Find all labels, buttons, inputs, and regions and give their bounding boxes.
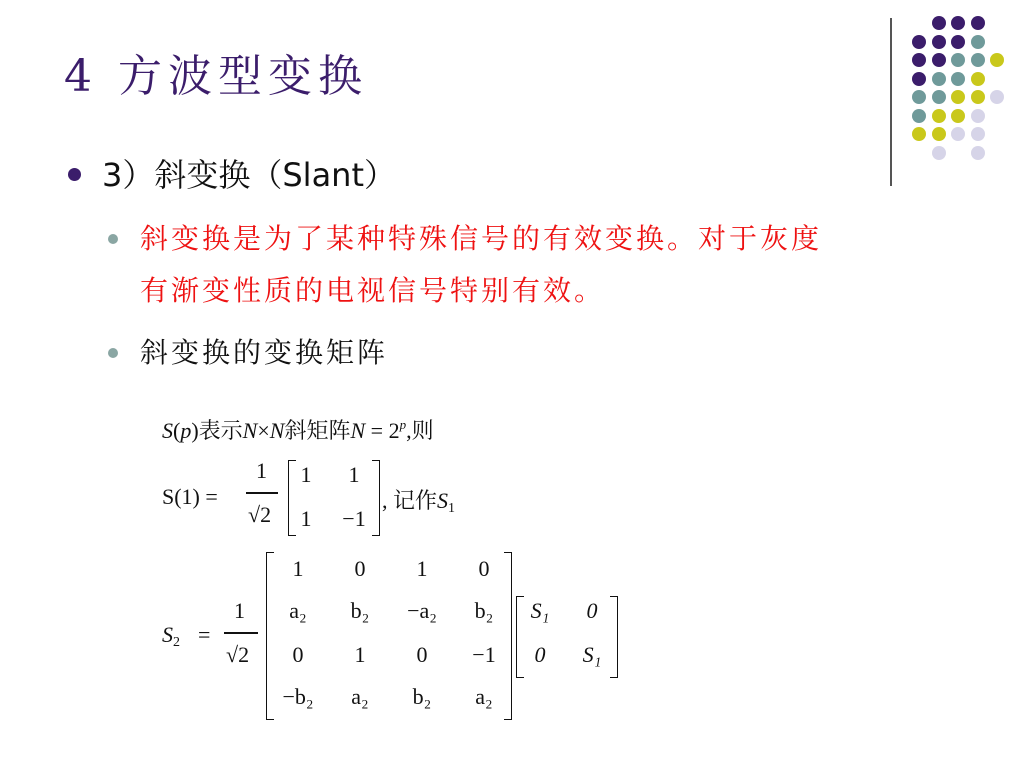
matrix-cell: 1 [292,556,304,581]
decorative-dot [912,127,926,141]
matrix-cell: b₂ [474,598,494,623]
decorative-dot [990,53,1004,67]
decorative-dot [912,72,926,86]
matrix-cell: b₂ [350,598,370,623]
matrix-cell: 1 [416,556,428,581]
matrix-right-bracket [610,596,618,678]
decorative-dot [932,109,946,123]
fraction-denominator: √2 [226,642,250,667]
decorative-dot [951,109,965,123]
decorative-dot [932,16,946,30]
decorative-dot [971,35,985,49]
matrix-right-bracket [372,460,380,536]
decorative-dot [932,146,946,160]
matrix-right-bracket [504,552,512,720]
decorative-dot [912,109,926,123]
matrix-cell: 1 [300,462,312,487]
matrix-cell: a₂ [351,684,369,709]
decorative-dot [951,127,965,141]
decorative-dot [951,72,965,86]
sub-bullet-text-line2: 有渐变性质的电视信号特别有效。 [140,274,606,307]
fraction-denominator: √2 [248,502,272,527]
fraction-bar [246,492,278,494]
matrix-cell: 1 [300,506,312,531]
matrix-cell: −1 [472,642,496,667]
decorative-dot [971,72,985,86]
decorative-divider [890,18,892,186]
decorative-dot [971,53,985,67]
sub-bullet-icon [108,234,118,244]
sub-bullet-text-line1: 斜变换是为了某种特殊信号的有效变换。对于灰度 [140,222,823,255]
matrix-cell: 1 [348,462,360,487]
block-matrix-cell: S₁ [582,642,602,667]
decorative-dot [951,35,965,49]
decorative-dot [912,53,926,67]
matrix-definition-line: S(p)表示N×N斜矩阵$N = 2^p$,则 [162,417,434,443]
matrix-cell: 1 [354,642,366,667]
fraction-numerator: 1 [234,598,245,623]
decorative-dot [951,53,965,67]
decorative-dot [932,35,946,49]
bullet-heading: 3）斜变换（Slant） [102,156,397,194]
decorative-dot [932,90,946,104]
decorative-dot [932,53,946,67]
matrix-cell: 0 [478,556,490,581]
matrix-cell: a₂ [475,684,493,709]
s2-lhs: $S_2$ [162,622,180,650]
block-matrix-cell: 0 [586,598,598,623]
fraction-numerator: 1 [256,458,267,483]
slide-title: 4 方波型变换 [64,51,368,102]
matrix-cell: −1 [342,506,366,531]
sub-bullet-icon [108,348,118,358]
decorative-dot [951,16,965,30]
fraction-bar [224,632,258,634]
matrix-cell: −b₂ [282,684,314,709]
matrix-cell: 0 [292,642,304,667]
decorative-dot [932,127,946,141]
bullet-icon [68,168,81,181]
decorative-dot [971,146,985,160]
matrix-cell: −a₂ [407,598,437,623]
matrix-cell: 0 [416,642,428,667]
s1-note: , 记作$S_1$ [382,488,456,516]
block-matrix-cell: 0 [534,642,546,667]
matrix-cell: 0 [354,556,366,581]
decorative-dot [932,72,946,86]
sub-bullet-text: 斜变换的变换矩阵 [140,336,389,369]
decorative-dot [971,90,985,104]
decorative-dot [971,16,985,30]
matrix-cell: a₂ [289,598,307,623]
decorative-dot [912,90,926,104]
matrix-cell: b₂ [412,684,432,709]
decorative-dot [971,127,985,141]
block-matrix-cell: S₁ [530,598,550,623]
decorative-dot [971,109,985,123]
decorative-dot [912,35,926,49]
decorative-dot [951,90,965,104]
decorative-dot [990,90,1004,104]
